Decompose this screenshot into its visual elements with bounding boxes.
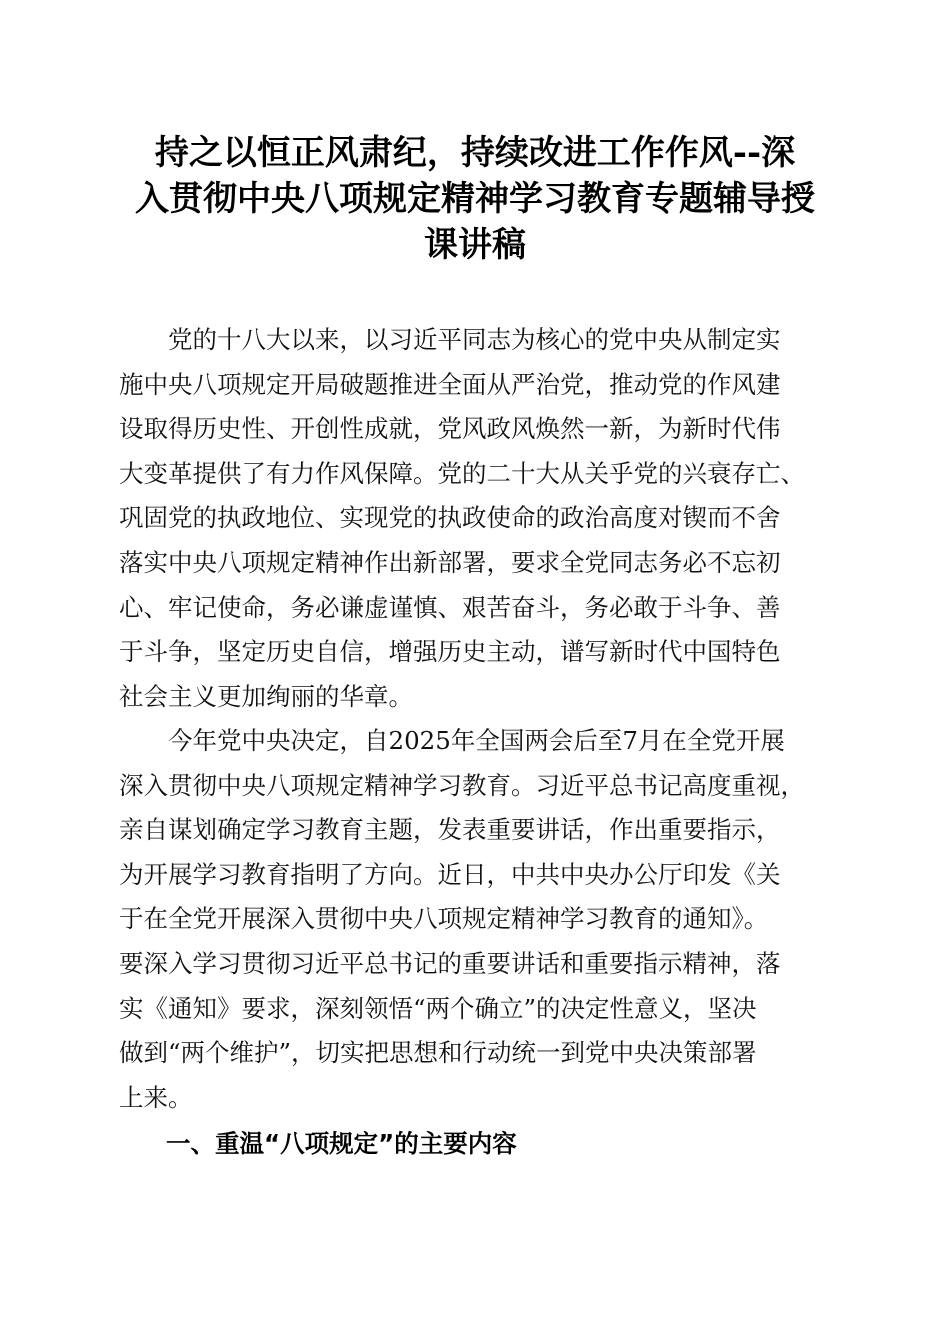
paragraph-line: 施中央八项规定开局破题推进全面从严治党，推动党的作风建 <box>119 369 781 399</box>
section-heading: 一、重温“八项规定”的主要内容 <box>166 1129 517 1158</box>
paragraph-line: 于在全党开展深入贯彻中央八项规定精神学习教育的通知》。 <box>119 904 769 934</box>
paragraph-line: 巩固党的执政地位、实现党的执政使命的政治高度对锲而不舍 <box>119 503 781 533</box>
paragraph-line: 深入贯彻中央八项规定精神学习教育。习近平总书记高度重视， <box>119 770 805 800</box>
paragraph-line: 亲自谋划确定学习教育主题，发表重要讲话，作出重要指示， <box>119 815 781 845</box>
paragraph-line: 今年党中央决定，自2025年全国两会后至7月在全党开展 <box>119 726 785 755</box>
title-line: 课讲稿 <box>424 225 526 265</box>
paragraph-line: 上来。 <box>119 1082 193 1112</box>
document-title <box>100 130 850 268</box>
paragraph-line: 设取得历史性、开创性成就，党风政风焕然一新，为新时代伟 <box>119 414 781 444</box>
title-line: 入贯彻中央八项规定精神学习教育专题辅导授 <box>135 179 815 219</box>
paragraph-2 <box>119 719 831 1120</box>
paragraph-line: 于斗争，坚定历史自信，增强历史主动，谱写新时代中国特色 <box>119 637 781 667</box>
paragraph-line: 为开展学习教育指明了方向。近日，中共中央办公厅印发《关 <box>119 859 781 889</box>
paragraph-line: 社会主义更加绚丽的华章。 <box>119 681 413 711</box>
paragraph-line: 心、牢记使命，务必谦虚谨慎、艰苦奋斗，务必敢于斗争、善 <box>119 592 781 622</box>
paragraph-line: 党的十八大以来，以习近平同志为核心的党中央从制定实 <box>119 325 781 354</box>
paragraph-line: 做到“两个维护”，切实把思想和行动统一到党中央决策部署 <box>119 1038 757 1068</box>
title-line: 持之以恒正风肃纪，持续改进工作作风--深 <box>154 133 796 173</box>
paragraph-line: 要深入学习贯彻习近平总书记的重要讲话和重要指示精神，落 <box>119 948 781 978</box>
paragraph-1 <box>119 318 831 719</box>
paragraph-line: 大变革提供了有力作风保障。党的二十大从关乎党的兴衰存亡、 <box>119 458 805 488</box>
paragraph-line: 实《通知》要求，深刻领悟“两个确立”的决定性意义，坚决 <box>119 993 757 1023</box>
paragraph-line: 落实中央八项规定精神作出新部署，要求全党同志务必不忘初 <box>119 547 781 577</box>
